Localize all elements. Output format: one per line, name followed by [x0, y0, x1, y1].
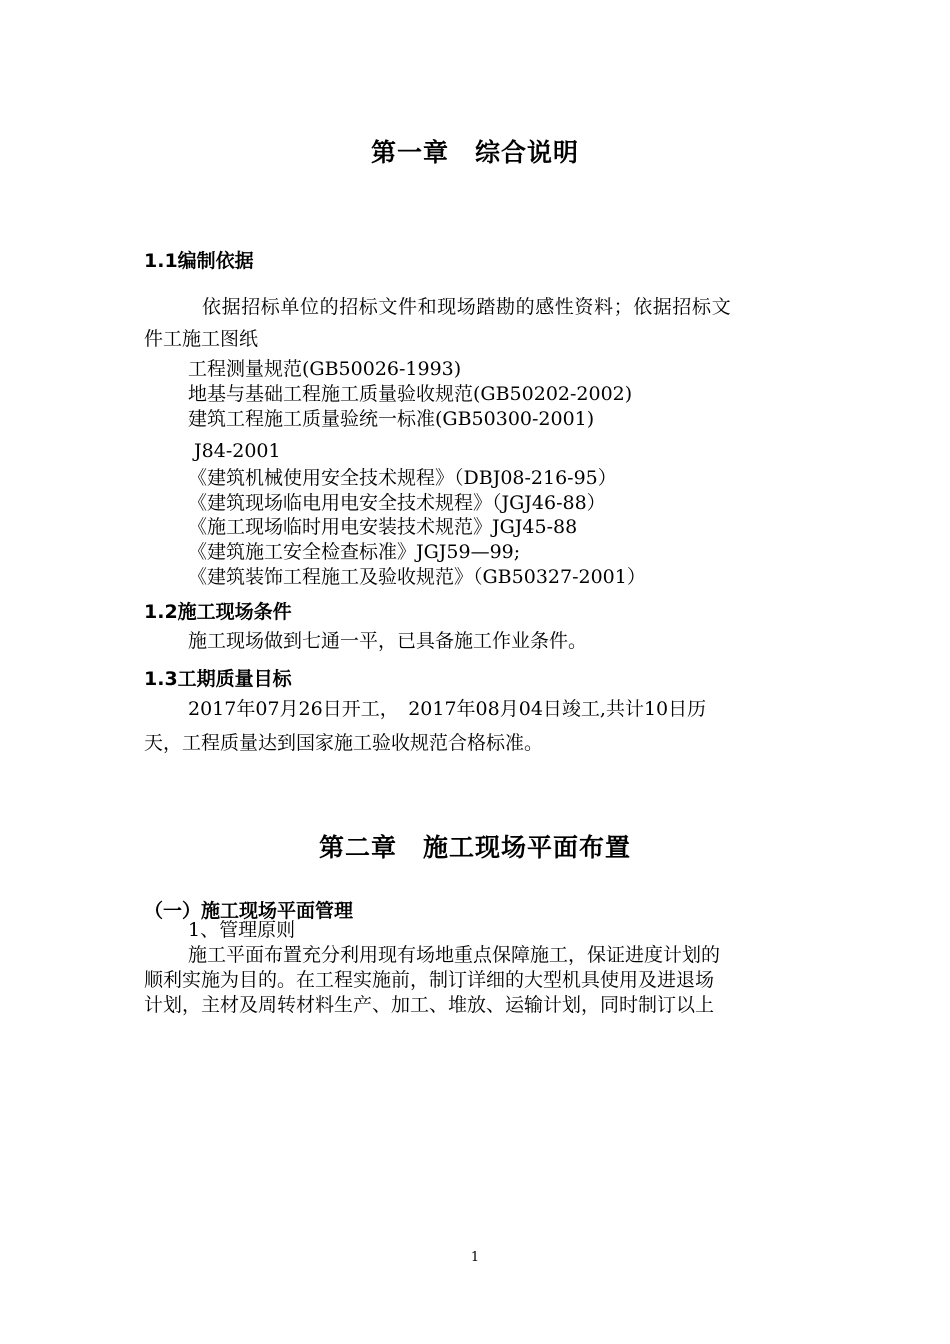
- schedule-line2: 天，工程质量达到国家施工验收规范合格标准。: [144, 732, 544, 754]
- section-1-3-heading: 1.3工期质量目标: [144, 668, 292, 690]
- section-1-1-heading: 1.1编制依据: [144, 250, 254, 272]
- section-1-2-heading: 1.2施工现场条件: [144, 601, 292, 623]
- basis-paragraph-line1: 依据招标单位的招标文件和现场踏勘的感性资料；依据招标文: [202, 296, 732, 318]
- schedule-line1: 2017年07月26日开工， 2017年08月04日竣工,共计10日历: [188, 698, 707, 720]
- reference-item: 地基与基础工程施工质量验收规范(GB50202-2002): [188, 383, 633, 405]
- reference-item: 《建筑施工安全检查标准》JGJ59—99;: [188, 541, 521, 563]
- basis-paragraph-line2: 件工施工图纸: [144, 328, 259, 350]
- site-condition-text: 施工现场做到七通一平，已具备施工作业条件。: [188, 630, 588, 652]
- chapter2-title: 第二章 施工现场平面布置: [318, 833, 631, 862]
- reference-item: 《建筑装饰工程施工及验收规范》（GB50327-2001）: [188, 566, 646, 588]
- chapter1-title: 第一章 综合说明: [370, 138, 579, 167]
- principle-text-line: 施工平面布置充分利用现有场地重点保障施工，保证进度计划的: [188, 944, 721, 966]
- reference-item: 《建筑现场临电用电安全技术规程》（JGJ46-88）: [188, 492, 606, 514]
- principle-text-line: 顺利实施为目的。在工程实施前，制订详细的大型机具使用及进退场: [144, 969, 715, 991]
- reference-item: J84-2001: [188, 440, 281, 462]
- reference-item: 建筑工程施工质量验统一标准(GB50300-2001): [188, 408, 595, 430]
- section-site-plan-heading: （一）施工现场平面管理: [144, 900, 354, 922]
- principle-text-line: 计划，主材及周转材料生产、加工、堆放、运输计划，同时制订以上: [144, 994, 715, 1016]
- management-principle-subheading: 1、管理原则: [188, 919, 296, 941]
- page-number: 1: [470, 1250, 480, 1265]
- reference-item: 《建筑机械使用安全技术规程》（DBJ08-216-95）: [188, 467, 617, 489]
- reference-item: 《施工现场临时用电安装技术规范》JGJ45-88: [188, 516, 578, 538]
- reference-item: 工程测量规范(GB50026-1993): [188, 358, 462, 380]
